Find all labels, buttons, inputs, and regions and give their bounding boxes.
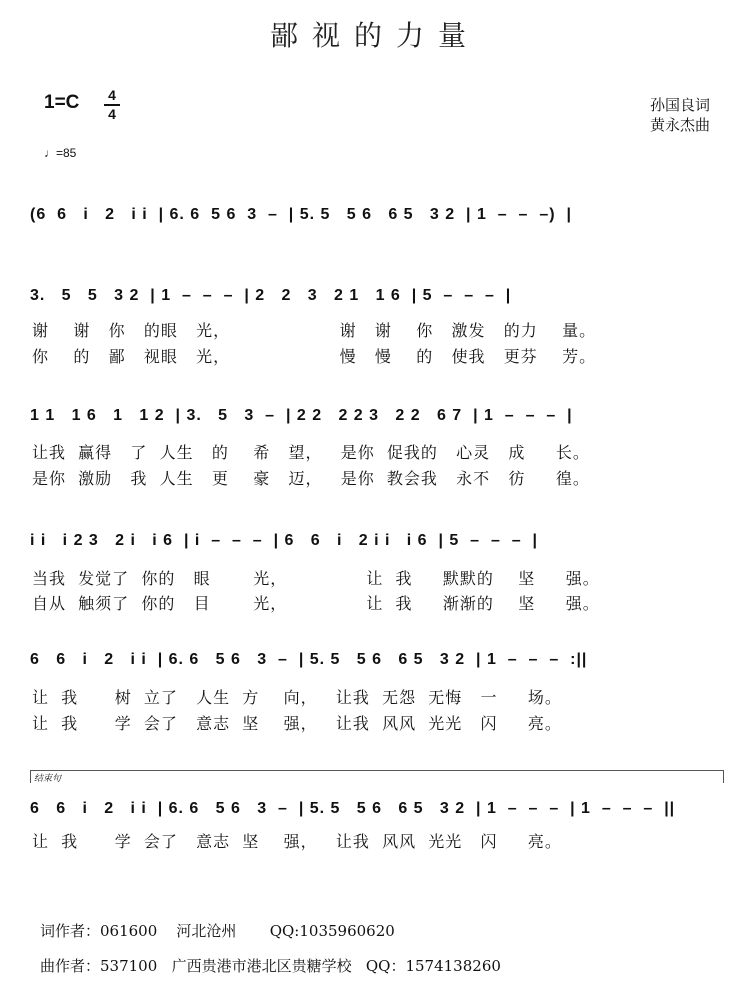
staff-notes: 6 6 i 2 i i | 6. 6 5 6 3 – | 5. 5 5 6 6 5 3 2 | 1 – – – :||	[30, 651, 588, 668]
composer-credit: 黄永杰曲	[649, 116, 710, 134]
lyricist-contact: 词作者：061600 河北沧州 QQ:1035960620	[40, 922, 395, 940]
lyricist-credit: 孙国良词	[649, 96, 710, 114]
time-signature-bottom: 4	[108, 106, 116, 122]
staff-verse-2	[30, 407, 722, 441]
staff-notes: (6 6 i 2 i i | 6. 6 5 6 3 – | 5. 5 5 6 6 5 3 2 | 1 – – –) |	[30, 206, 572, 223]
key-signature: 1=C	[44, 92, 80, 113]
lyric-line: 让 我 树 立了 人生 方 向， 让我 无怨 无悔 一 场。	[32, 688, 562, 707]
lyric-line: 当我 发觉了 你的 眼 光， 让 我 默默的 坚 强。	[32, 569, 600, 588]
staff-notes: 3. 5 5 3 2 | 1 – – – | 2 2 3 2 1 1 6 | 5 – – – |	[30, 287, 512, 304]
lyric-line: 让我 赢得 了 人生 的 希 望， 是你 促我的 心灵 成 长。	[32, 443, 590, 462]
staff-intro	[30, 206, 722, 240]
time-signature	[104, 88, 120, 122]
lyric-line: 是你 激励 我 人生 更 豪 迈， 是你 教会我 永不 彷 徨。	[32, 469, 590, 488]
lyric-line: 谢 谢 你 的眼 光， 谢 谢 你 激发 的力 量。	[32, 321, 597, 340]
lyric-line: 你 的 鄙 视眼 光， 慢 慢 的 使我 更芬 芳。	[32, 347, 597, 366]
staff-notes: 1 1 1 6 1 1 2 | 3. 5 3 – | 2 2 2 2 3 2 2 6 7 | 1 – – – |	[30, 407, 573, 424]
time-signature-top: 4	[108, 87, 116, 103]
ending-bracket	[30, 770, 724, 783]
ending-label: 结束句	[34, 774, 62, 784]
lyric-line: 自从 触须了 你的 目 光， 让 我 渐渐的 坚 强。	[32, 594, 600, 613]
staff-verse-3	[30, 532, 722, 566]
staff-verse-1	[30, 287, 722, 321]
lyric-line: 让 我 学 会了 意志 坚 强， 让我 风风 光光 闪 亮。	[32, 714, 562, 733]
staff-notes: i i i 2 3 2 i i 6 | i – – – | 6 6 i 2 i i i 6 | 5 – – – |	[30, 532, 538, 549]
lyric-line: 让 我 学 会了 意志 坚 强， 让我 风风 光光 闪 亮。	[32, 832, 562, 851]
staff-notes: 6 6 i 2 i i | 6. 6 5 6 3 – | 5. 5 5 6 6 5 3 2 | 1 – – – | 1 – – – ||	[30, 800, 676, 817]
staff-chorus	[30, 651, 722, 685]
song-title: 鄙视的力量	[269, 19, 480, 52]
composer-contact: 曲作者：537100 广西贵港市港北区贵糖学校 QQ：1574138260	[40, 957, 501, 975]
tempo-marking: ♩=85	[44, 146, 77, 160]
